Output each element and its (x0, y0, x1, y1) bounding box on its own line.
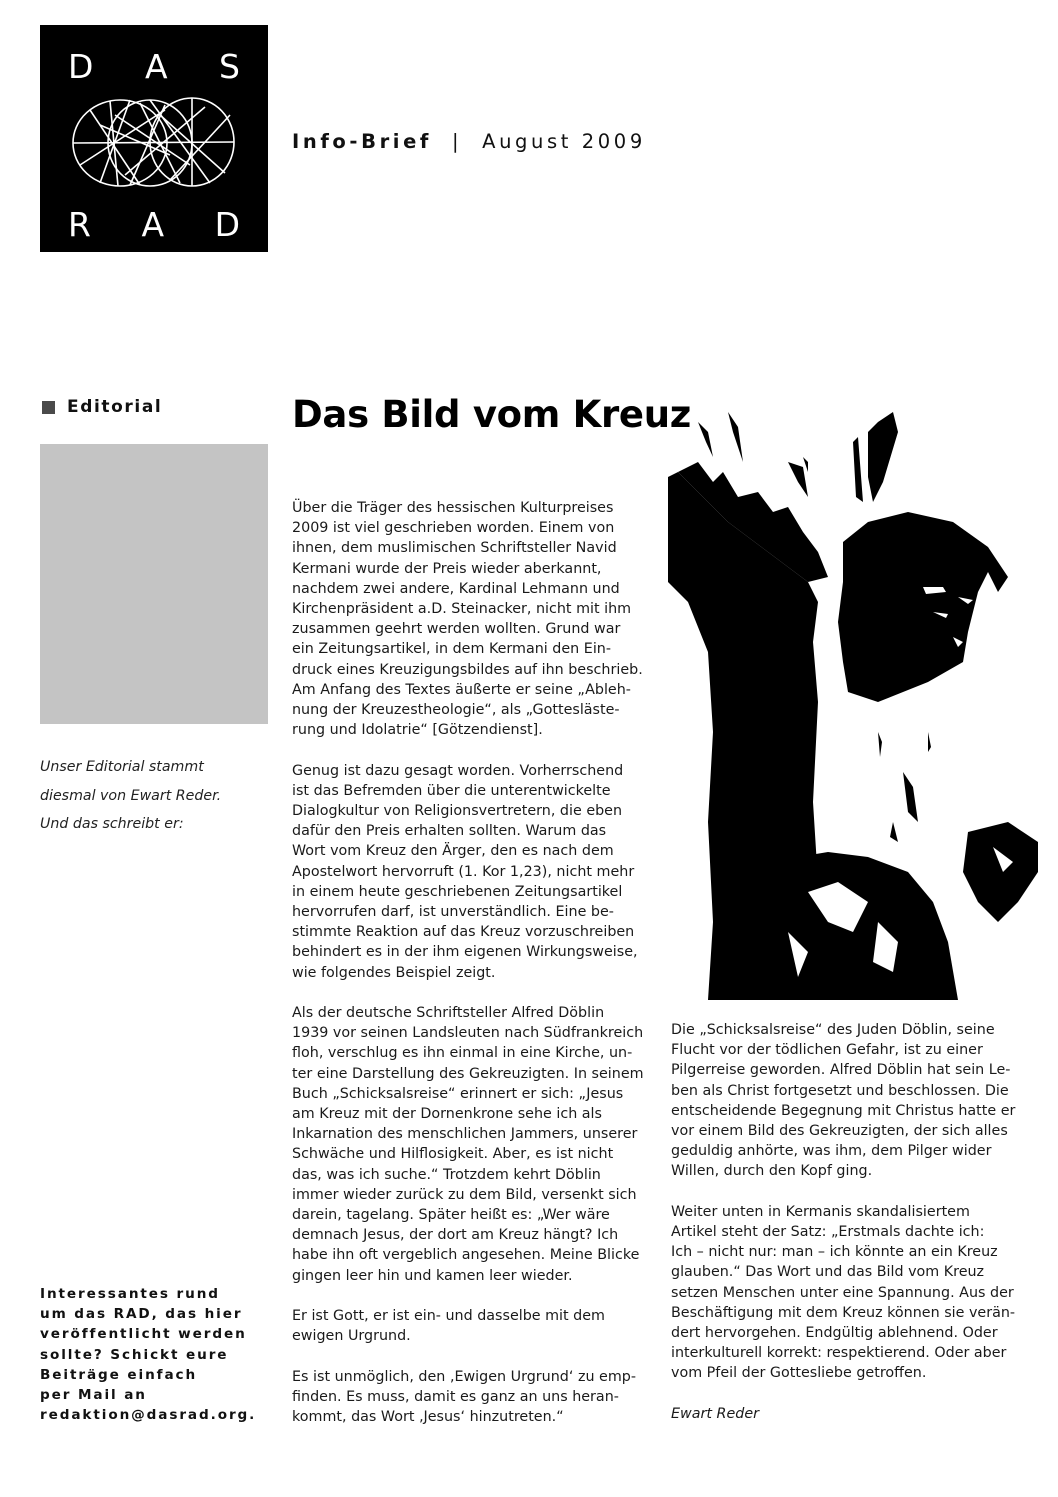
text-line: entscheidende Begegnung mit Christus hatte er (671, 1102, 1016, 1119)
thorn-spike (853, 412, 898, 502)
article-paragraph (671, 1202, 1036, 1384)
text-line: finden. Es muss, damit es ganz an uns heran- (292, 1388, 619, 1405)
text-line: Dialogkultur von Religionsvertretern, die eben (292, 803, 623, 820)
text-line: dert hervorgehen. Endgültig ablehnend. Oder (671, 1325, 998, 1342)
contact-line: veröffentlicht werden (40, 1326, 247, 1343)
square-bullet-icon (42, 401, 55, 414)
text-line: das, was ich suche.“ Trotzdem kehrt Döblin (292, 1166, 601, 1183)
logo-top-word (40, 47, 268, 86)
text-line: Willen, durch den Kopf ging. (671, 1163, 873, 1180)
text-line: Artikel steht der Satz: „Erstmals dachte ich: (671, 1224, 985, 1241)
text-line: nachdem zwei andere, Kardinal Lehmann und (292, 580, 620, 597)
text-line: 1939 vor seinen Landsleuten nach Südfrankreich (292, 1025, 644, 1042)
text-line: Als der deutsche Schriftsteller Alfred Döblin (292, 1005, 605, 1022)
crucifix-illustration (668, 402, 1038, 1000)
text-line: Am Anfang des Textes äußerte er seine „Ableh- (292, 681, 631, 698)
text-line: habe ihn oft vergeblich angesehen. Meine Blicke (292, 1247, 640, 1264)
contact-email-link[interactable]: redaktion@dasrad.org. (40, 1407, 257, 1424)
contact-line: per Mail an (40, 1387, 147, 1404)
text-line: dafür den Preis erhalten sollten. Warum das (292, 823, 607, 840)
article-title: Das Bild vom Kreuz (292, 393, 691, 436)
note-line: Und das schreibt er: (40, 816, 184, 832)
right-arm (963, 822, 1038, 922)
article-column-1 (292, 498, 657, 1447)
text-line: Über die Träger des hessischen Kulturpreises (292, 500, 614, 516)
text-line: Die „Schicksalsreise“ des Juden Döblin, seine (671, 1022, 995, 1038)
logo-bottom-word (40, 205, 268, 244)
logo-letter: D (214, 205, 240, 244)
wheels-icon (70, 95, 238, 195)
logo-letter: A (141, 205, 165, 244)
text-line: Wort vom Kreuz den Ärger, den es nach dem (292, 843, 614, 860)
das-rad-logo (40, 25, 268, 252)
text-line: kommt, das Wort ‚Jesus‘ hinzutreten.“ (292, 1409, 564, 1426)
text-line: geduldig anhörte, was ihm, dem Pilger wider (671, 1143, 992, 1160)
logo-letter: R (68, 205, 91, 244)
text-line: vor einem Bild des Gekreuzigten, der sich alles (671, 1123, 1008, 1140)
text-line: Inkarnation des menschlichen Jammers, unserer (292, 1126, 638, 1143)
contact-line: um das RAD, das hier (40, 1306, 243, 1323)
text-line: hervorrufen darf, ist unverständlich. Eine be- (292, 904, 614, 921)
issue-date: August 2009 (482, 130, 646, 153)
text-line: druck eines Kreuzigungsbildes auf ihn beschrieb. (292, 661, 643, 678)
text-line: Ich – nicht nur: man – ich könnte an ein Kreuz (671, 1244, 998, 1261)
text-line: Pilgerreise geworden. Alfred Döblin hat sein Le- (671, 1062, 1011, 1079)
logo-letter: S (219, 47, 240, 86)
text-line: ter eine Darstellung des Gekreuzigten. In seinem (292, 1065, 644, 1082)
text-line: Er ist Gott, er ist ein- und dasselbe mit dem (292, 1308, 605, 1325)
text-line: wie folgendes Beispiel zeigt. (292, 964, 496, 981)
text-line: Apostelwort hervorruft (1. Kor 1,23), nicht mehr (292, 863, 635, 880)
text-line: glauben.“ Das Wort und das Bild vom Kreuz (671, 1264, 985, 1281)
note-line: Unser Editorial stammt (40, 759, 204, 775)
article-paragraph (292, 1003, 657, 1286)
text-line: Schwäche und Hilflosigkeit. Aber, es ist nicht (292, 1146, 614, 1163)
text-line: Buch „Schicksalsreise“ erinnert er sich: „Jesus (292, 1085, 624, 1102)
photo-placeholder (40, 444, 268, 724)
text-line: setzen Menschen unter eine Spannung. Aus der (671, 1284, 1014, 1301)
editorial-note (40, 760, 270, 846)
text-line: in einem heute geschriebenen Zeitungsartikel (292, 883, 623, 900)
article-paragraph (292, 1306, 657, 1346)
header-separator: | (451, 130, 463, 153)
text-line: behindert es in der ihm eigenen Wirkungsweise, (292, 944, 638, 961)
text-line: zusammen geehrt werden wollten. Grund war (292, 621, 621, 638)
text-line: demnach Jesus, der dort am Kreuz hängt? Ich (292, 1227, 619, 1244)
text-line: floh, verschlug es ihn einmal in eine Kirche, un- (292, 1045, 633, 1062)
logo-letter: A (144, 47, 168, 86)
text-line: gingen leer hin und kamen leer wieder. (292, 1267, 573, 1284)
text-line: 2009 ist viel geschrieben worden. Einem von (292, 520, 615, 537)
text-line: nung der Kreuzestheologie“, als „Gottesläste- (292, 702, 620, 719)
text-line: rung und Idolatrie“ [Götzendienst]. (292, 722, 543, 739)
section-label-text: Editorial (67, 397, 163, 417)
text-line: Es ist unmöglich, den ‚Ewigen Urgrund‘ zu emp- (292, 1368, 637, 1385)
note-line: diesmal von Ewart Reder. (40, 787, 222, 804)
text-line: ihnen, dem muslimischen Schriftsteller Navid (292, 540, 617, 557)
newsletter-header (292, 130, 646, 153)
article-paragraph (292, 498, 657, 740)
article-column-2 (671, 1020, 1036, 1444)
text-line: Beschäftigung mit dem Kreuz können sie verän- (671, 1304, 1016, 1321)
article-paragraph (292, 761, 657, 983)
text-line: Kirchenpräsident a.D. Steinacker, nicht mit ihm (292, 601, 632, 618)
text-line: ewigen Urgrund. (292, 1328, 411, 1345)
text-line: Kermani wurde der Preis wieder aberkannt, (292, 560, 602, 577)
text-line: immer wieder zurück zu dem Bild, versenkt sich (292, 1186, 637, 1203)
text-line: darein, tagelang. Später heißt es: „Wer wäre (292, 1207, 610, 1224)
contact-note (40, 1284, 270, 1425)
text-line: Flucht vor der tödlichen Gefahr, ist zu einer (671, 1042, 983, 1059)
text-line: ein Zeitungsartikel, in dem Kermani den Ein- (292, 641, 612, 658)
text-line: vom Pfeil der Gottesliebe getroffen. (671, 1365, 927, 1382)
publication-name: Info-Brief (292, 130, 432, 153)
article-paragraph (292, 1367, 657, 1428)
section-label (42, 397, 162, 417)
text-line: ben als Christ fortgesetzt und beschlossen. Die (671, 1082, 1009, 1099)
contact-line: sollte? Schickt eure (40, 1346, 229, 1363)
head (838, 512, 1008, 702)
author-signature: Ewart Reder (671, 1405, 759, 1422)
contact-line: Beiträge einfach (40, 1366, 198, 1383)
logo-letter: D (68, 47, 94, 86)
text-line: ist das Befremden über die unterentwickelte (292, 782, 611, 799)
contact-line: Interessantes rund (40, 1286, 220, 1302)
text-line: interkulturell korrekt: respektierend. Oder aber (671, 1345, 1007, 1362)
article-paragraph (671, 1020, 1036, 1182)
text-line: am Kreuz mit der Dornenkrone sehe ich als (292, 1106, 602, 1123)
text-line: Genug ist dazu gesagt worden. Vorherrschend (292, 762, 624, 779)
text-line: stimmte Reaktion auf das Kreuz vorzuschreiben (292, 924, 635, 941)
text-line: Weiter unten in Kermanis skandalisiertem (671, 1203, 970, 1220)
